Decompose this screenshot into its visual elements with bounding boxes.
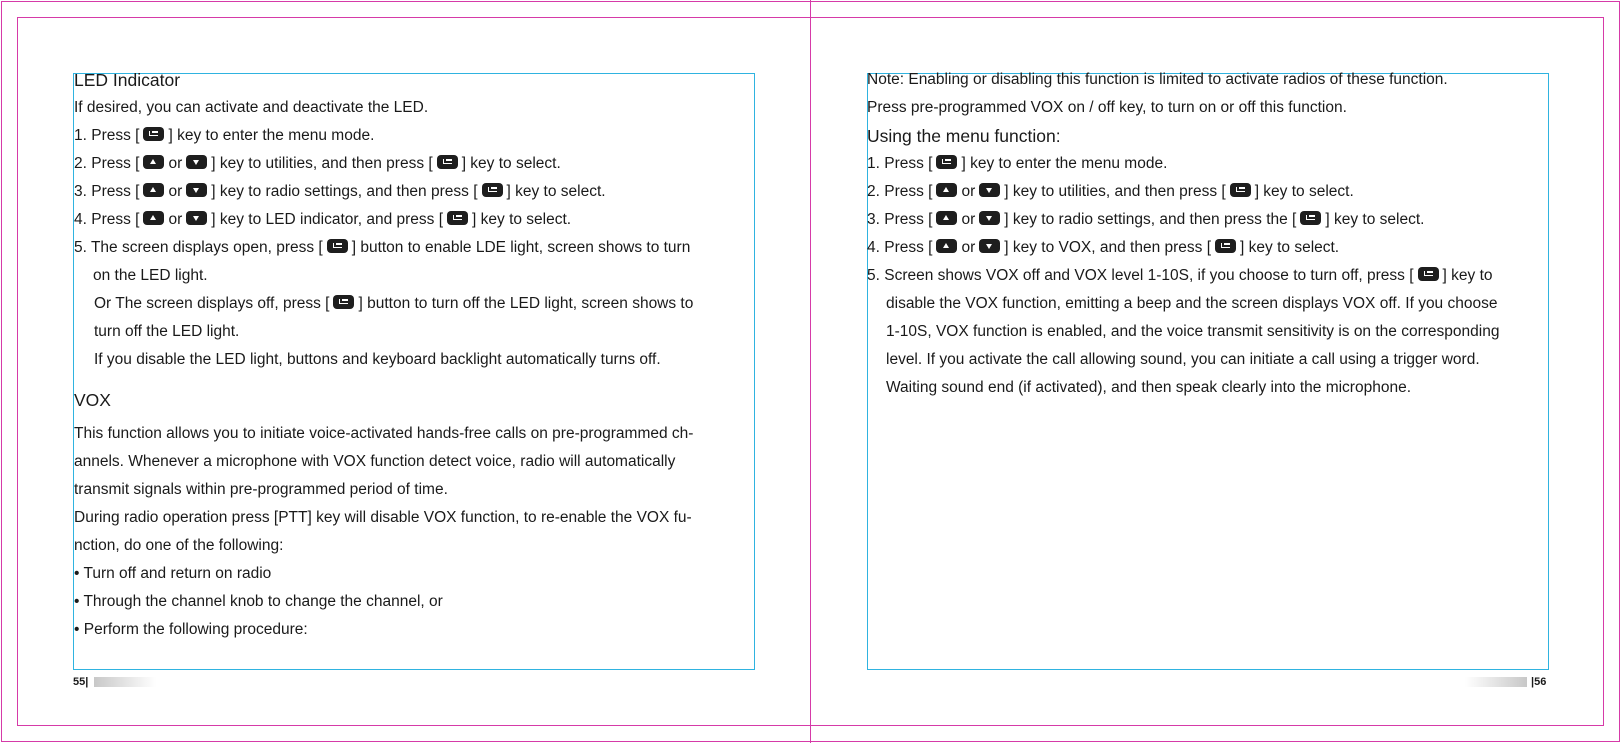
- menu-key-icon: [936, 155, 957, 169]
- text-line: Press pre-programmed VOX on / off key, to turn on or off this function.: [867, 99, 1347, 116]
- text-line: nction, do one of the following:: [74, 537, 284, 554]
- down-arrow-key-icon: [979, 211, 1000, 225]
- menu-key-icon: [1230, 183, 1251, 197]
- section-heading-led: LED Indicator: [74, 70, 181, 90]
- text-line: Waiting sound end (if activated), and then speak clearly into the microphone.: [886, 379, 1412, 396]
- bullet-item: • Perform the following procedure:: [74, 621, 308, 638]
- bullet-item: • Turn off and return on radio: [74, 565, 272, 582]
- menu-key-icon: [1215, 239, 1236, 253]
- text-line: transmit signals within pre-programmed period of time.: [74, 481, 448, 498]
- text-line: annels. Whenever a microphone with VOX function detect voice, radio will automatically: [74, 453, 676, 470]
- text-line: If desired, you can activate and deactivate the LED.: [74, 99, 429, 116]
- menu-key-icon: [447, 211, 468, 225]
- step-1: 1. Press [ ] key to enter the menu mode.: [74, 127, 375, 144]
- right-page: [867, 66, 1499, 402]
- step-4: 4. Press [ or ] key to VOX, and then press [ ] key to select.: [867, 239, 1340, 256]
- text-line: turn off the LED light.: [94, 323, 240, 340]
- down-arrow-key-icon: [186, 183, 207, 197]
- subheading-menu-function: Using the menu function:: [867, 126, 1061, 146]
- up-arrow-key-icon: [936, 211, 957, 225]
- menu-key-icon: [143, 127, 164, 141]
- text-line: During radio operation press [PTT] key will disable VOX function, to re-enable the VOX fu-: [74, 509, 692, 526]
- menu-key-icon: [1300, 211, 1321, 225]
- step-2: 2. Press [ or ] key to utilities, and then press [ ] key to select.: [74, 155, 561, 172]
- step-3: 3. Press [ or ] key to radio settings, and then press [ ] key to select.: [74, 183, 606, 200]
- page-number-right: |56: [1531, 676, 1547, 688]
- down-arrow-key-icon: [186, 155, 207, 169]
- text-line: on the LED light.: [93, 267, 208, 284]
- menu-key-icon: [1418, 267, 1439, 281]
- menu-key-icon: [327, 239, 348, 253]
- down-arrow-key-icon: [186, 211, 207, 225]
- step-2: 2. Press [ or ] key to utilities, and then press [ ] key to select.: [867, 183, 1354, 200]
- down-arrow-key-icon: [979, 183, 1000, 197]
- spacer: [74, 374, 693, 386]
- up-arrow-key-icon: [143, 183, 164, 197]
- left-page: [74, 66, 693, 644]
- text-line: 1-10S, VOX function is enabled, and the voice transmit sensitivity is on the corresponding: [886, 323, 1500, 340]
- spine-line: [810, 0, 811, 743]
- page-number-bar-left: [94, 677, 156, 687]
- page-number-left: 55|: [73, 676, 89, 688]
- note-line: Note: Enabling or disabling this function is limited to activate radios of these function.: [867, 71, 1448, 88]
- text-line: This function allows you to initiate voice-activated hands-free calls on pre-programmed ch-: [74, 425, 694, 442]
- text-line: If you disable the LED light, buttons and keyboard backlight automatically turns off.: [94, 351, 661, 368]
- menu-key-icon: [333, 295, 354, 309]
- text-line: disable the VOX function, emitting a beep and the screen displays VOX off. If you choose: [886, 295, 1498, 312]
- up-arrow-key-icon: [936, 183, 957, 197]
- step-5-alt: Or The screen displays off, press [ ] button to turn off the LED light, screen shows to: [94, 295, 694, 312]
- text-line: level. If you activate the call allowing sound, you can initiate a call using a trigger word.: [886, 351, 1480, 368]
- bullet-item: • Through the channel knob to change the channel, or: [74, 593, 443, 610]
- step-5: 5. Screen shows VOX off and VOX level 1-10S, if you choose to turn off, press [ ] key to: [867, 267, 1493, 284]
- menu-key-icon: [437, 155, 458, 169]
- section-heading-vox: VOX: [74, 390, 111, 410]
- up-arrow-key-icon: [936, 239, 957, 253]
- up-arrow-key-icon: [143, 211, 164, 225]
- step-5: 5. The screen displays open, press [ ] button to enable LDE light, screen shows to turn: [74, 239, 691, 256]
- menu-key-icon: [482, 183, 503, 197]
- step-3: 3. Press [ or ] key to radio settings, and then press the [ ] key to select.: [867, 211, 1425, 228]
- up-arrow-key-icon: [143, 155, 164, 169]
- step-1: 1. Press [ ] key to enter the menu mode.: [867, 155, 1168, 172]
- page-number-bar-right: [1465, 677, 1527, 687]
- step-4: 4. Press [ or ] key to LED indicator, and press [ ] key to select.: [74, 211, 572, 228]
- down-arrow-key-icon: [979, 239, 1000, 253]
